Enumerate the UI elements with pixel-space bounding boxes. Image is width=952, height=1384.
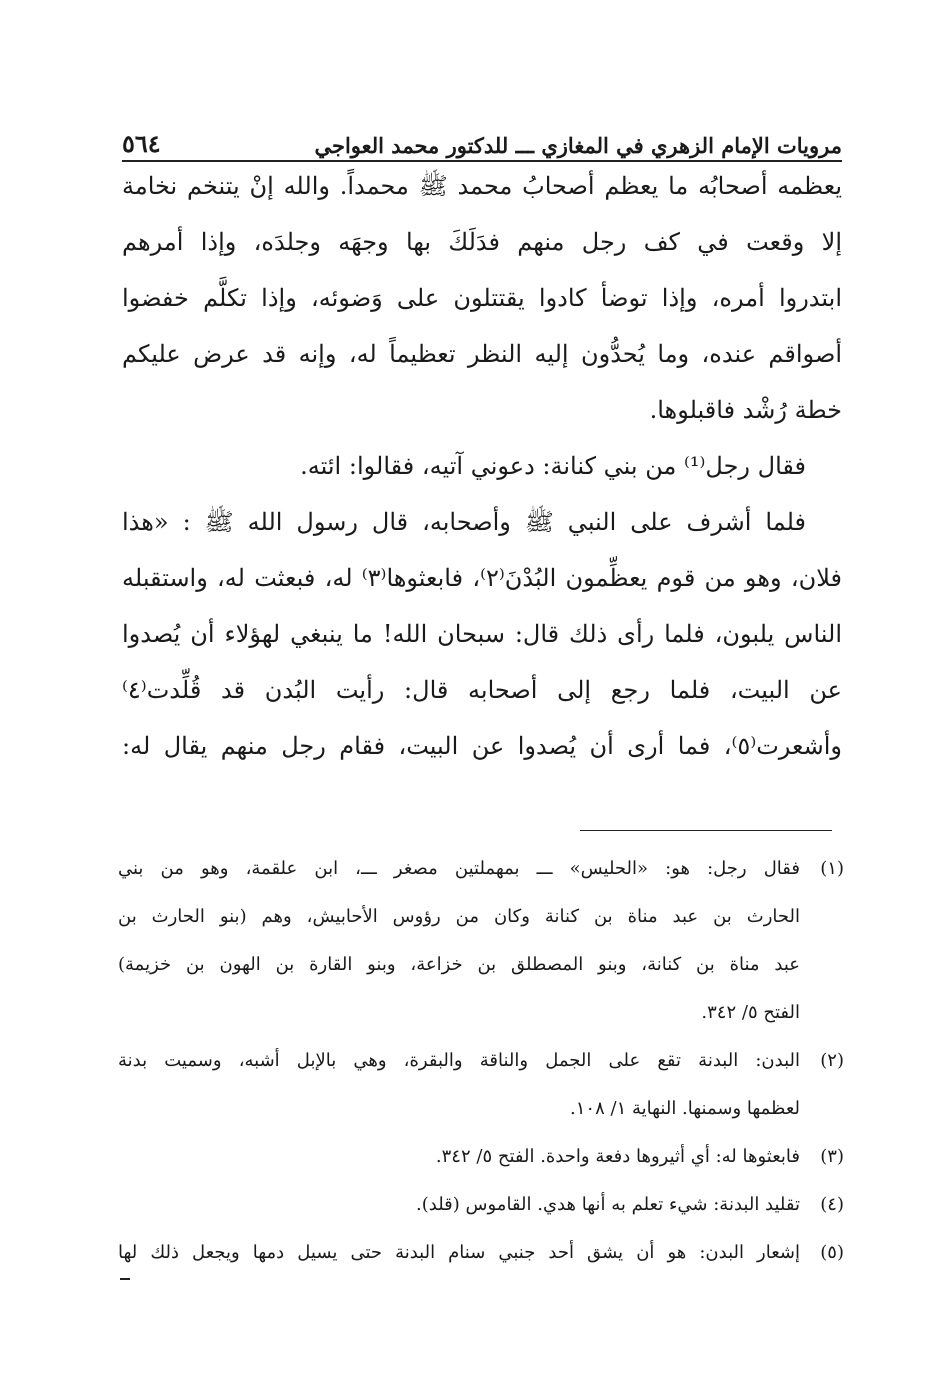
text-line: خطة رُشْد فاقبلوها. — [649, 396, 842, 424]
footnote — [118, 1133, 844, 1181]
text-line: فلان، وهو من قوم يعظِّمون البُدْنَ⁽٢⁾، فابعثوها⁽٣⁾ له، فبعثت له، واستقبله — [122, 564, 842, 592]
footnote-text — [118, 1229, 800, 1277]
footnotes — [118, 845, 844, 1277]
footnote-line: الفتح ٥/ ٣٤٢. — [701, 1002, 800, 1023]
text-line: الناس يلبون، فلما رأى ذلك قال: سبحان الله! ما ينبغي لهؤلاء أن يُصدوا — [122, 620, 842, 648]
running-header — [122, 122, 842, 158]
footnote-line: لعظمها وسمنها. النهاية ١/ ١٠٨. — [570, 1098, 800, 1119]
text-line: إلا وقعت في كف رجل منهم فدَلَكَ بها وجهَه وجلدَه، وإذا أمرهم — [122, 228, 842, 256]
footnote-text — [118, 1181, 800, 1229]
text-line: عن البيت، فلما رجع إلى أصحابه قال: رأيت البُدن قد قُلِّدت⁽٤⁾ — [122, 676, 842, 704]
main-text — [122, 158, 842, 774]
footnote-line: إشعار البدن: هو أن يشق أحد جنبي سنام البدنة حتى يسيل دمها ويجعل ذلك لها — [118, 1242, 800, 1263]
footnote-number: (٥) — [820, 1242, 844, 1263]
footnote-number: (٤) — [820, 1194, 844, 1215]
footnote-line: فابعثوها له: أي أثيروها دفعة واحدة. الفتح ٥/ ٣٤٢. — [435, 1146, 800, 1167]
text-line: يعظمه أصحابُه ما يعظم أصحابُ محمد ﷺ محمداً. والله إنْ يتنخم نخامة — [122, 172, 842, 200]
footnote-line: البدن: البدنة تقع على الجمل والناقة والبقرة، وهي بالإبل أشبه، وسميت بدنة — [118, 1050, 800, 1071]
text-line: أصواقم عنده، وما يُحدُّون إليه النظر تعظيماً له، وإنه قد عرض عليكم — [122, 340, 842, 368]
footnote-number: (٢) — [820, 1050, 844, 1071]
continuation-mark — [120, 1278, 130, 1280]
footnote-line: تقليد البدنة: شيء تعلم به أنها هدي. القاموس (قلد). — [416, 1194, 800, 1215]
running-header-title: مرويات الإمام الزهري في المغازي ـــ للدكتور محمد العواجي — [314, 133, 842, 158]
footnote — [118, 1229, 844, 1277]
footnote-line: عبد مناة بن كنانة، وبنو المصطلق بن خزاعة، وبنو القارة بن الهون بن خزيمة) — [118, 954, 800, 975]
footnote-number: (١) — [820, 858, 844, 879]
footnote — [118, 1037, 844, 1133]
footnote-text — [118, 1133, 800, 1181]
footnote-separator — [580, 830, 832, 831]
footnote-text — [118, 845, 800, 1037]
page-number: ٥٦٤ — [122, 129, 161, 158]
text-line: وأشعرت⁽٥⁾، فما أرى أن يُصدوا عن البيت، فقام رجل منهم يقال له: — [122, 732, 842, 760]
text-line: فقال رجل⁽¹⁾ من بني كنانة: دعوني آتيه، فقالوا: ائته. — [300, 452, 806, 480]
footnote-line: الحارث بن عبد مناة بن كنانة وكان من رؤوس الأحابيش، وهم (بنو الحارث بن — [118, 906, 800, 927]
footnote-line: فقال رجل: هو: «الحليس» ـــ بمهملتين مصغر ـــ، ابن علقمة، وهو من بني — [118, 858, 800, 879]
footnote-text — [118, 1037, 800, 1133]
text-line: فلما أشرف على النبي ﷺ وأصحابه، قال رسول الله ﷺ : «هذا — [122, 508, 806, 536]
footnote — [118, 845, 844, 1037]
text-line: ابتدروا أمره، وإذا توضأ كادوا يقتتلون على وَضوئه، وإذا تكلَّم خفضوا — [122, 284, 842, 312]
footnote — [118, 1181, 844, 1229]
footnote-number: (٣) — [820, 1146, 844, 1167]
